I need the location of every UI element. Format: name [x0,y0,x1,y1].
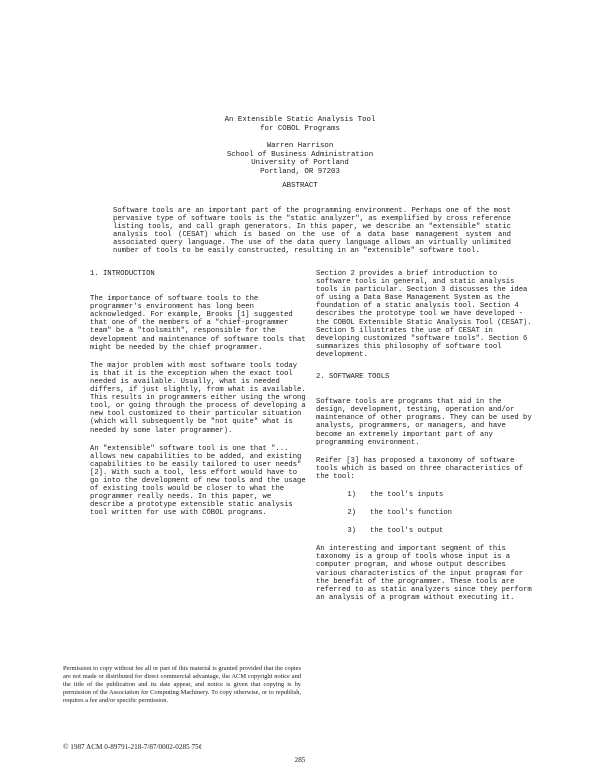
author-name: Warren Harrison [266,142,334,150]
author-city: Portland, OR 97203 [260,167,340,176]
body-paragraph: An "extensible" software tool is one that "... allows new capabilities to be added, and existing capabilities to be easily tailored to user needs" [2]. With such a tool, less effort would have to go into the development of new tools and the usage of existing tools would be closer to what the programmer really needs. In this paper, we describe a prototype extensible static analysis tool written for use with COBOL programs. [90,444,306,518]
title-line-2: for COBOL Programs [260,124,340,133]
permission-notice: Permission to copy without fee all or part of this material is granted provided that the copies are not made or distributed for direct commercial advantage, the ACM copyright notice and the title of the publication and its date appear, and notice is given that copying is by permission of the Association for Computing Machinery. To copy otherwise, or to republish, requires a fee and/or specific permission. [63,665,301,705]
body-paragraph: Software tools are programs that aid in the design, development, testing, operation and/or maintenance of other programs. They can be used by analysts, programmers, or managers, and have become an extremely important part of any programming environment. [316,398,532,447]
list-item [316,509,533,517]
body-paragraph: The major problem with most software tools today is that it is the exception when the exact tool needed is available. Usually, what is needed differs, if just slightly, from what is available. This results in programmers either using the wrong tool, or going through the process of developing a new tool customized to their particular situation (which will subsequently be "not quite" what is needed by some later programmer). [90,361,306,435]
paper-title [0,116,600,133]
title-line-1: An Extensible Static Analysis Tool [224,116,376,124]
list-item-number: 1) [347,490,356,499]
list-item-number: 2) [347,509,356,518]
body-paragraph: Reifer [3] has proposed a taxonomy of software tools which is based on three characteristics of the tool: [316,456,524,481]
author-affiliation-2: University of Portland [251,159,349,168]
right-column [316,270,533,612]
characteristics-list [316,491,533,535]
section-heading-software-tools: 2. SOFTWARE TOOLS [316,373,390,382]
body-paragraph: Section 2 provides a brief introduction to software tools in general, and static analysis tools in particular. Section 3 discusses the idea of using a Data Base Management System as the foundation of a static analysis tool. Section 4 describes the prototype tool we have developed - the COBOL Extensible Static Analysis Tool (CESAT). Section 5 illustrates the use of CESAT in developing customized "software tools". Section 6 summarizes this philosophy of software tool development. [316,270,532,359]
body-paragraph: An interesting and important segment of this taxonomy is a group of tools whose input is a computer program, and whose output describes various characteristics of the input program for the benefit of the programmer. These tools are referred to as static analyzers since they perform an analysis of a program without executing it. [316,545,532,602]
left-column [90,270,307,527]
author-affiliation-1: School of Business Administration [226,150,374,159]
abstract-body: Software tools are an important part of the programming environment. Perhaps one of the most pervasive type of software tools is the "static analyzer", as exemplified by cross reference listing tools, and call graph generators. In this paper, we describe an "extensible" static analysis tool (CESAT) which is based on the use of a data base management system and associated query language. The use of the data query language allows an virtually unlimited number of tools to be easily constructed, resulting in an "extensible" software tool. [113,207,511,256]
list-item-text: the tool's output [370,527,444,536]
list-item-text: the tool's function [370,509,452,518]
abstract-heading: ABSTRACT [282,182,318,190]
copyright-line: © 1987 ACM 0-89791-218-7/87/0002-0285 75¢ [63,743,203,751]
section-heading-introduction: 1. INTRODUCTION [90,270,155,278]
page-number: 285 [294,756,306,764]
list-item [316,527,533,535]
list-item-text: the tool's inputs [370,490,444,499]
list-item [316,491,533,499]
author-block [0,142,600,176]
list-item-number: 3) [347,527,356,536]
body-paragraph: The importance of software tools to the programmer's environment has long been acknowledged. For example, Brooks [1] suggested that one of the members of a "chief-programmer team" be a "toolsmith", responsible for the development and maintenance of software tools that might be needed by the chief programmer. [90,295,306,352]
